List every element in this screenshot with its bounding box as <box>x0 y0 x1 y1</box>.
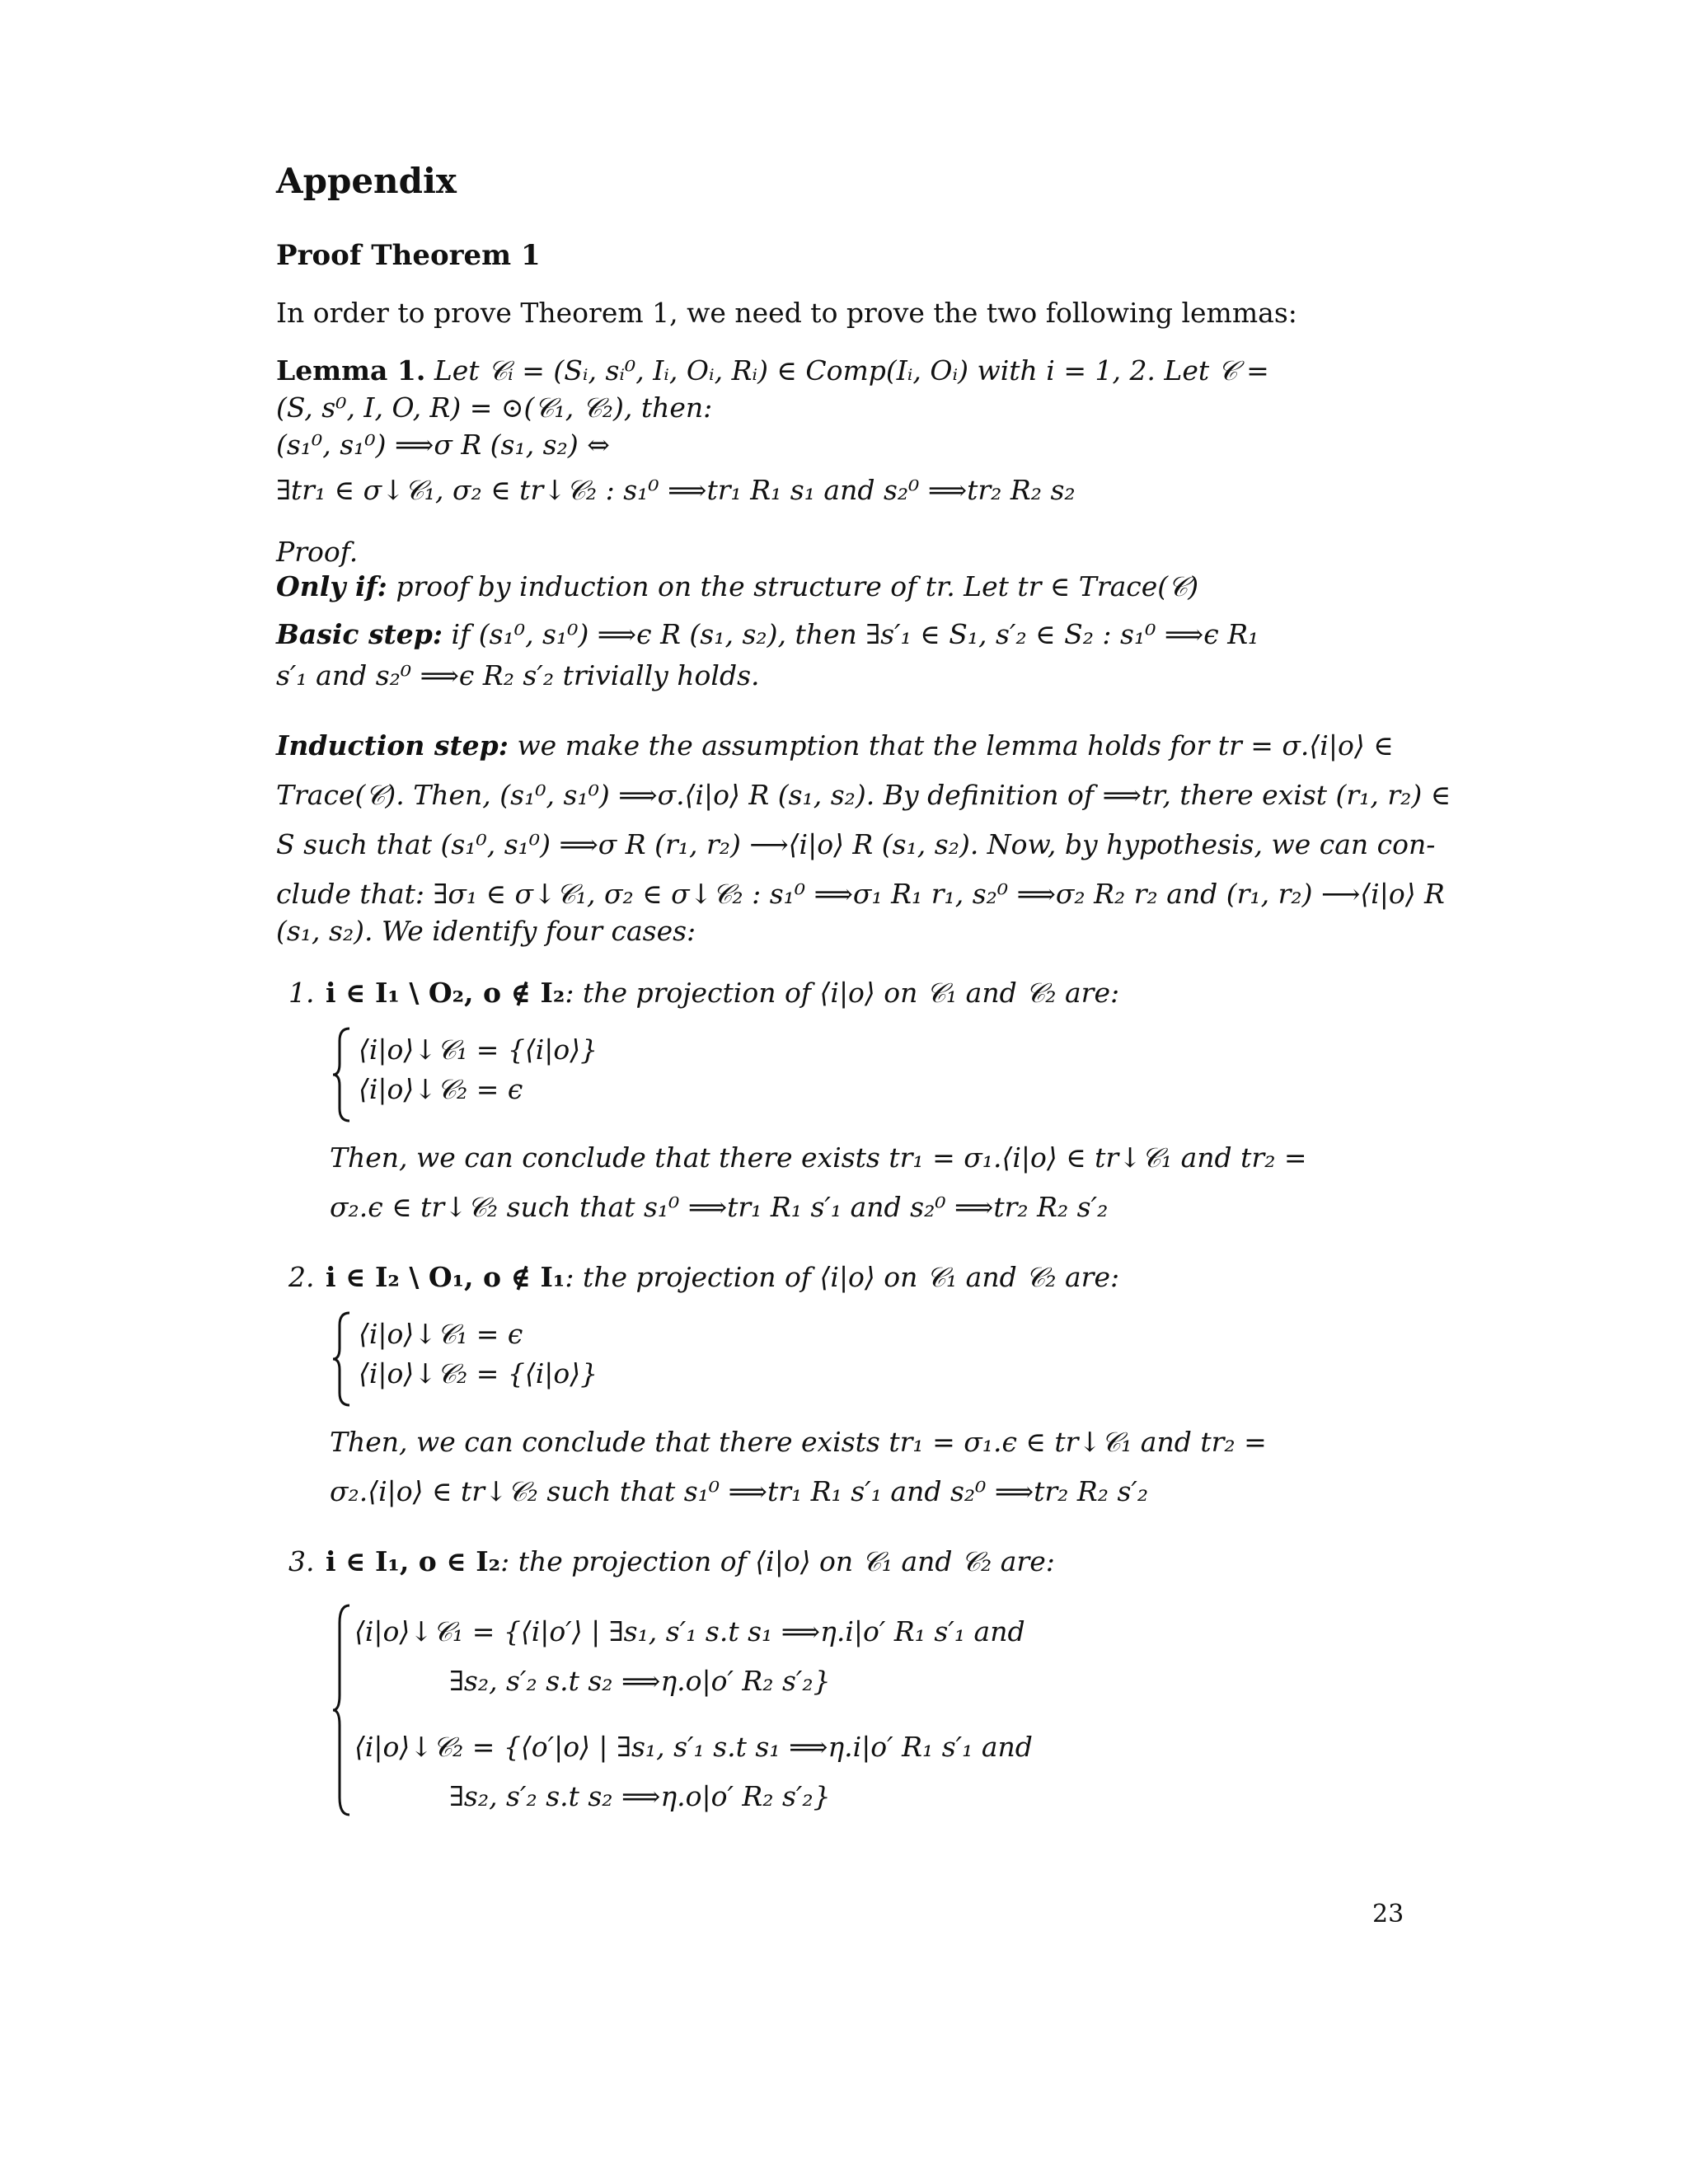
case-2-conclusion-1: Then, we can conclude that there exists tr₁ = σ₁.ϵ ∈ tr↓𝒞₁ and tr₂ = <box>330 1426 1267 1458</box>
case-3-heading-text: : the projection of ⟨i|o⟩ on 𝒞₁ and 𝒞₂ are: <box>500 1545 1055 1577</box>
induction-line-4: clude that: ∃σ₁ ∈ σ↓𝒞₁, σ₂ ∈ σ↓𝒞₂ : s₁⁰ ⟹σ₁ R₁ r₁, s₂⁰ ⟹σ₂ R₂ r₂ and (r₁, r₂) ⟶⟨i|o⟩ R <box>276 878 1445 910</box>
basic-step-text-1: if (s₁⁰, s₁⁰) ⟹ϵ R (s₁, s₂), then ∃s′₁ ∈ S₁, s′₂ ∈ S₂ : s₁⁰ ⟹ϵ R₁ <box>451 618 1259 650</box>
case-1-heading <box>288 977 1119 1010</box>
only-if-paragraph <box>276 570 1198 603</box>
lemma-line-3: (s₁⁰, s₁⁰) ⟹σ R (s₁, s₂) ⇔ <box>276 429 610 461</box>
case-3-eq-1a: ⟨i|o⟩↓𝒞₁ = {⟨i|o′⟩ | ∃s₁, s′₁ s.t s₁ ⟹η.i|o′ R₁ s′₁ and <box>354 1615 1025 1647</box>
lemma-line-1 <box>276 354 1269 387</box>
intro-paragraph: In order to prove Theorem 1, we need to prove the two following lemmas: <box>276 297 1297 329</box>
case-3-heading <box>288 1545 1055 1578</box>
case-1-heading-text: : the projection of ⟨i|o⟩ on 𝒞₁ and 𝒞₂ are: <box>565 977 1120 1009</box>
case-2-heading-text: : the projection of ⟨i|o⟩ on 𝒞₁ and 𝒞₂ are: <box>565 1261 1120 1293</box>
lemma-line-2: (S, s⁰, I, O, R) = ⊙(𝒞₁, 𝒞₂), then: <box>276 391 713 424</box>
induction-text-1: we make the assumption that the lemma holds for tr = σ.⟨i|o⟩ ∈ <box>517 729 1394 762</box>
case-1-brace <box>330 1026 354 1123</box>
case-2-number: 2. <box>288 1261 315 1293</box>
induction-line-3: S such that (s₁⁰, s₁⁰) ⟹σ R (r₁, r₂) ⟶⟨i|o⟩ R (s₁, s₂). Now, by hypothesis, we can con- <box>276 828 1436 860</box>
basic-step-line-1 <box>276 618 1259 651</box>
case-2-heading <box>288 1261 1119 1294</box>
case-2-equations <box>359 1315 598 1394</box>
case-1-number: 1. <box>288 977 315 1009</box>
induction-line-5: (s₁, s₂). We identify four cases: <box>276 915 696 947</box>
case-2-condition: i ∈ I₂ \ O₁, o ∉ I₁ <box>326 1261 565 1293</box>
case-3-brace <box>330 1603 354 1817</box>
only-if-label: Only if: <box>276 570 387 602</box>
case-2-conclusion-2: σ₂.⟨i|o⟩ ∈ tr↓𝒞₂ such that s₁⁰ ⟹tr₁ R₁ s′₁ and s₂⁰ ⟹tr₂ R₂ s′₂ <box>330 1475 1149 1507</box>
case-1-eq-2: ⟨i|o⟩↓𝒞₂ = ϵ <box>359 1073 523 1105</box>
lemma-line-4: ∃tr₁ ∈ σ↓𝒞₁, σ₂ ∈ tr↓𝒞₂ : s₁⁰ ⟹tr₁ R₁ s₁ and s₂⁰ ⟹tr₂ R₂ s₂ <box>276 474 1076 506</box>
case-1-conclusion-2: σ₂.ϵ ∈ tr↓𝒞₂ such that s₁⁰ ⟹tr₁ R₁ s′₁ and s₂⁰ ⟹tr₂ R₂ s′₂ <box>330 1191 1109 1223</box>
case-3-eq-1b: ∃s₂, s′₂ s.t s₂ ⟹η.o|o′ R₂ s′₂} <box>449 1665 831 1697</box>
case-3-eq-2b: ∃s₂, s′₂ s.t s₂ ⟹η.o|o′ R₂ s′₂} <box>449 1780 831 1812</box>
case-3-condition: i ∈ I₁, o ∈ I₂ <box>326 1545 501 1577</box>
case-1-equations <box>359 1030 598 1109</box>
induction-line-1 <box>276 729 1394 762</box>
section-title: Appendix <box>276 161 457 201</box>
proof-label: Proof. <box>276 536 359 568</box>
page-number: 23 <box>1372 1900 1404 1929</box>
case-1-conclusion-1: Then, we can conclude that there exists tr₁ = σ₁.⟨i|o⟩ ∈ tr↓𝒞₁ and tr₂ = <box>330 1141 1307 1174</box>
case-2-eq-2: ⟨i|o⟩↓𝒞₂ = {⟨i|o⟩} <box>359 1357 598 1390</box>
case-2-eq-1: ⟨i|o⟩↓𝒞₁ = ϵ <box>359 1318 523 1350</box>
subsection-title: Proof Theorem 1 <box>276 239 541 272</box>
case-3-number: 3. <box>288 1545 315 1577</box>
induction-step-label: Induction step: <box>276 729 509 762</box>
lemma-statement-1: Let 𝒞ᵢ = (Sᵢ, sᵢ⁰, Iᵢ, Oᵢ, Rᵢ) ∈ Comp(Iᵢ, Oᵢ) with i = 1, 2. Let 𝒞 = <box>434 354 1269 387</box>
only-if-text: proof by induction on the structure of tr. Let tr ∈ Trace(𝒞) <box>396 570 1199 602</box>
case-2-brace <box>330 1310 354 1408</box>
case-3-eq-2a: ⟨i|o⟩↓𝒞₂ = {⟨o′|o⟩ | ∃s₁, s′₁ s.t s₁ ⟹η.i|o′ R₁ s′₁ and <box>354 1731 1033 1763</box>
basic-step-line-2: s′₁ and s₂⁰ ⟹ϵ R₂ s′₂ trivially holds. <box>276 659 760 691</box>
basic-step-label: Basic step: <box>276 618 443 650</box>
case-1-condition: i ∈ I₁ \ O₂, o ∉ I₂ <box>326 977 565 1009</box>
case-1-eq-1: ⟨i|o⟩↓𝒞₁ = {⟨i|o⟩} <box>359 1033 598 1066</box>
induction-line-2: Trace(𝒞). Then, (s₁⁰, s₁⁰) ⟹σ.⟨i|o⟩ R (s₁, s₂). By definition of ⟹tr, there exist (r₁, r₂) ∈ <box>276 779 1451 811</box>
lemma-label: Lemma 1. <box>276 354 426 387</box>
